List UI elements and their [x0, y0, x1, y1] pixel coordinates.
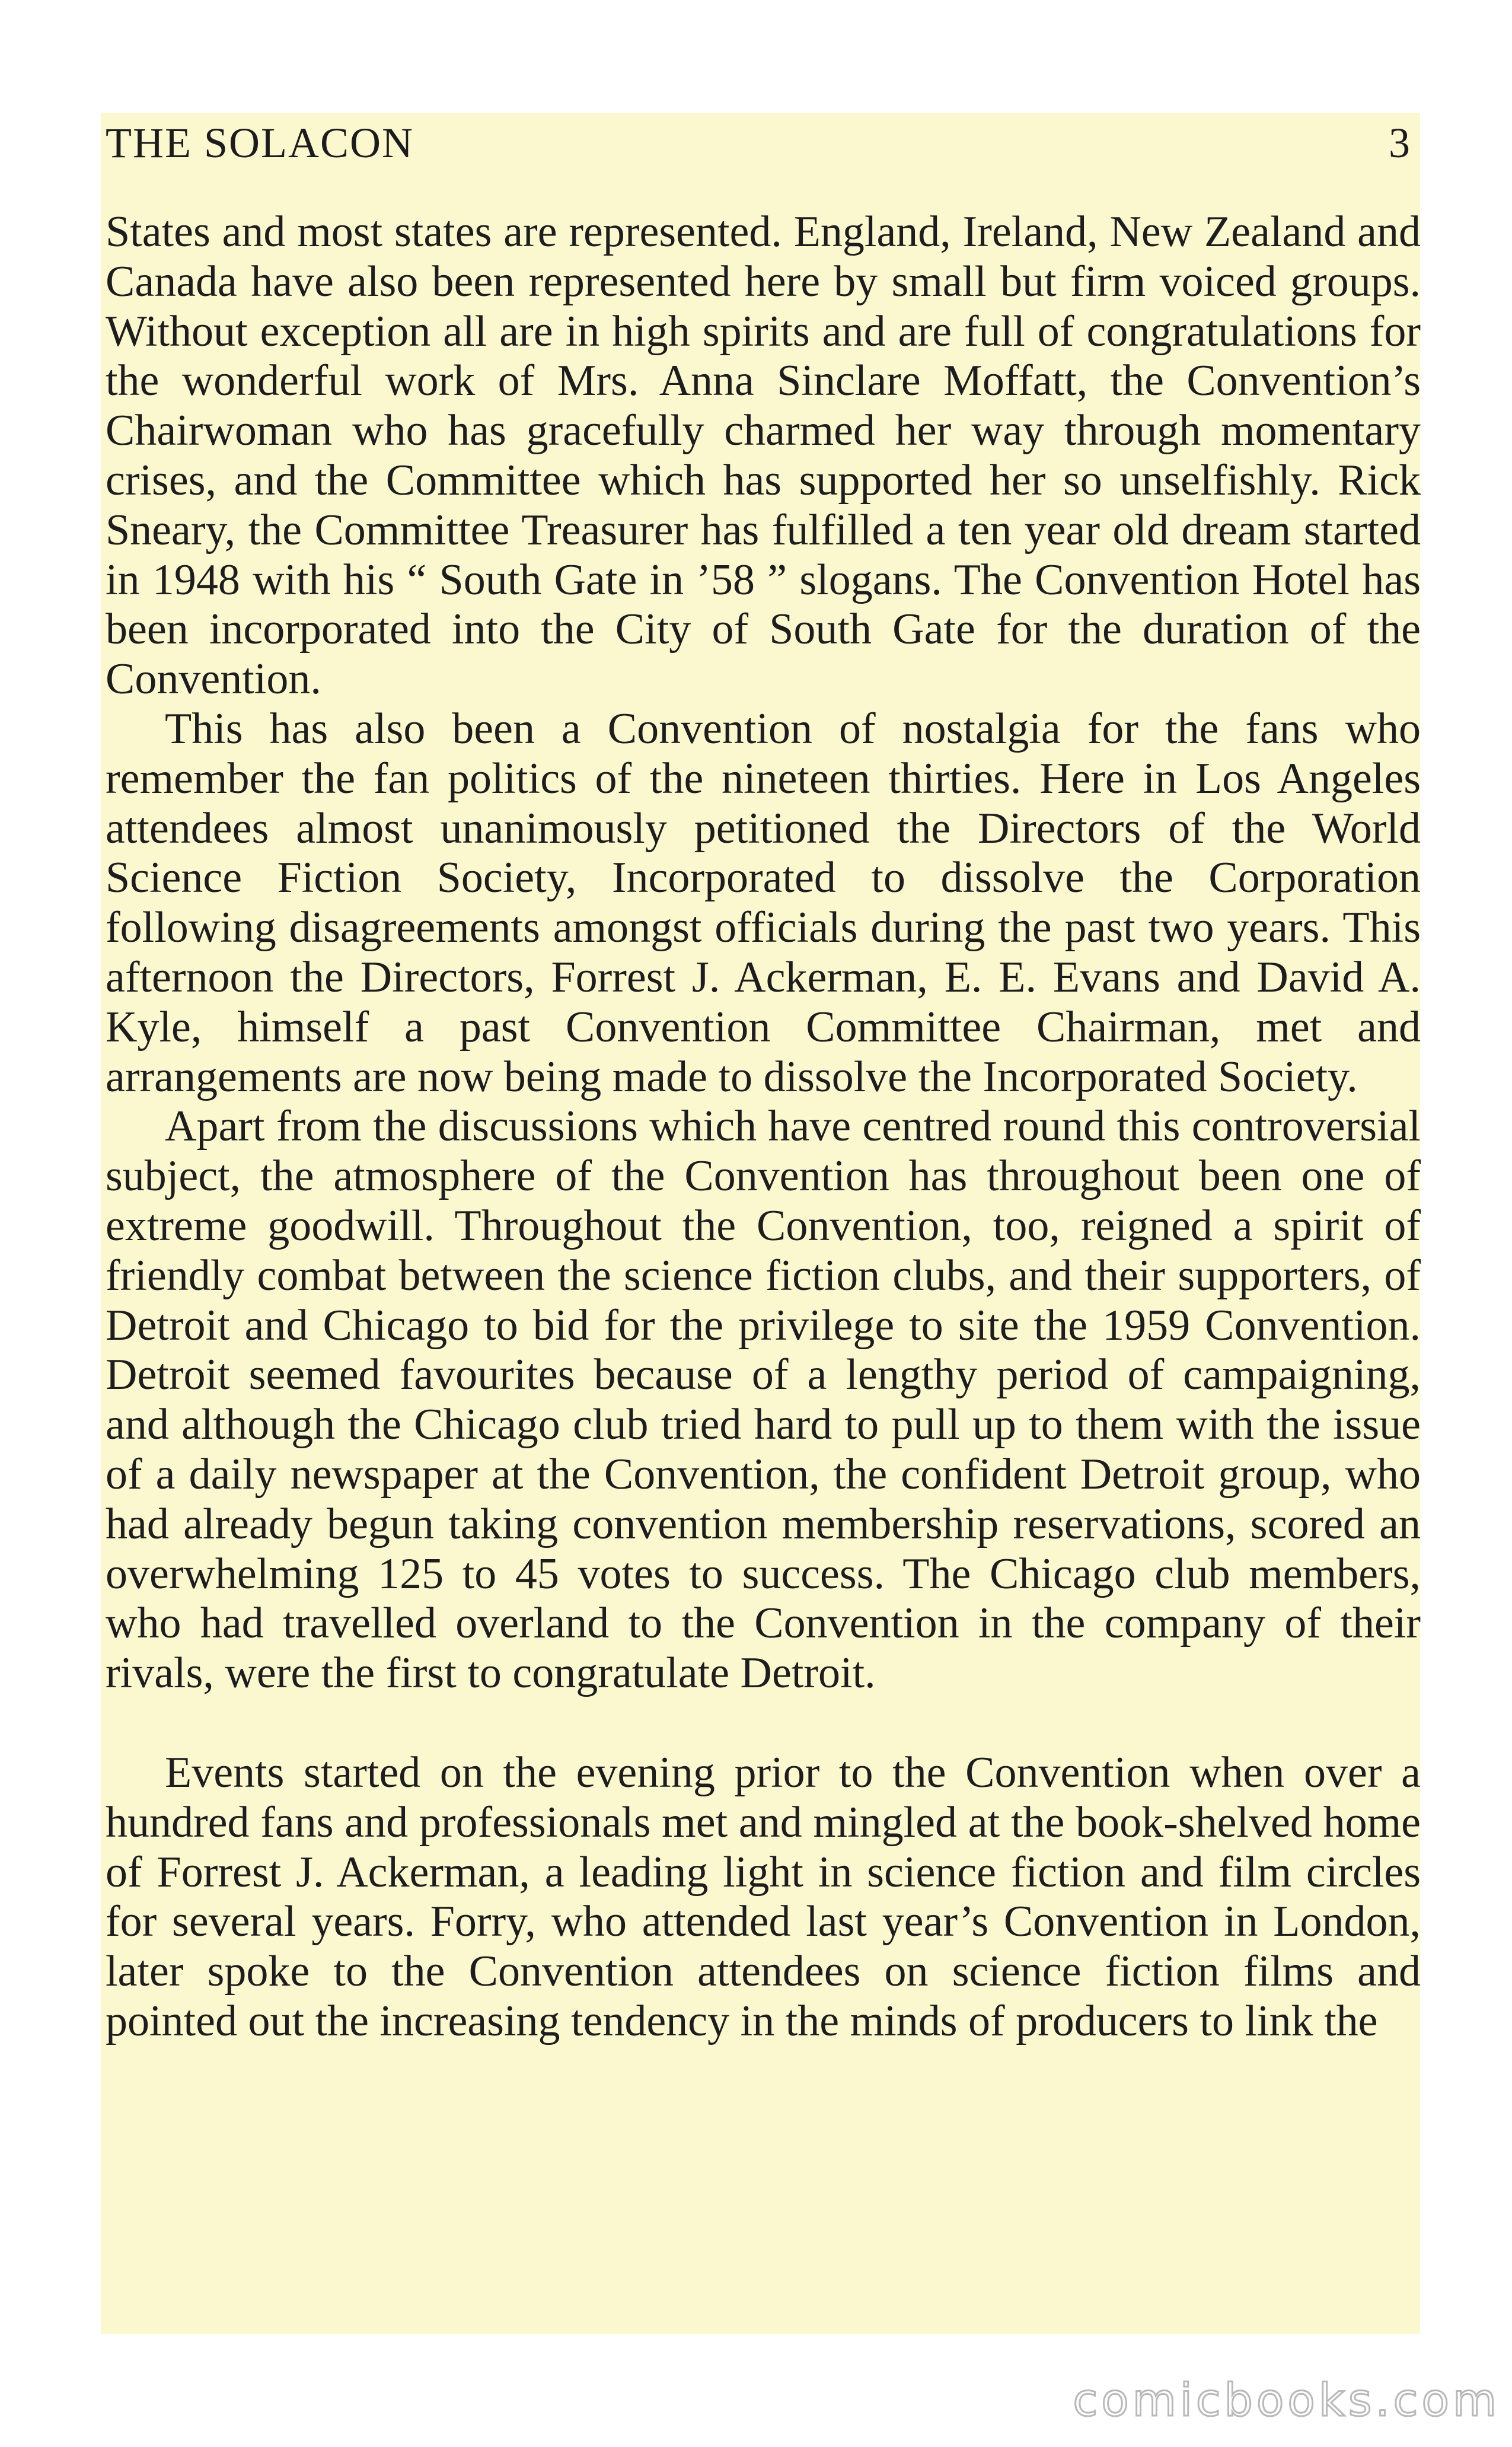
paragraph-2: This has also been a Convention of nostalgia for the fans who remember the fan politics of the nineteen thirties. Here in Los Angeles attendees almost unanimously petitioned the Directors of the World Science Fiction Society, Incorporated to dissolve the Corporation following disagreements amongst officials during the past two years. This afternoon the Directors, Forrest J. Ackerman, E. E. Evans and David A. Kyle, himself a past Convention Committee Chairman, met and arrangements are now being made to dissolve the Incorporated Society.	[106, 704, 1421, 1101]
watermark-logo: comicbooks.com	[1073, 2373, 1500, 2426]
paragraph-4: Events started on the evening prior to the Convention when over a hundred fans and professionals met and mingled at the book-shelved home of Forrest J. Ackerman, a leading light in science fiction and film circles for several years. Forry, who attended last year’s Convention in London, later spoke to the Convention attendees on science fiction films and pointed out the increasing tendency in the minds of producers to link the	[106, 1748, 1421, 2045]
paragraph-3: Apart from the discussions which have centred round this controversial subject, the atmosphere of the Convention has throughout been one of extreme goodwill. Throughout the Convention, too, reigned a spirit of friendly combat between the science fiction clubs, and their supporters, of Detroit and Chicago to bid for the privilege to site the 1959 Convention. Detroit seemed favourites because of a lengthy period of campaigning, and although the Chicago club tried hard to pull up to them with the issue of a daily newspaper at the Convention, the confident Detroit group, who had already begun taking convention membership reservations, scored an overwhelming 125 to 45 votes to success. The Chicago club members, who had travelled overland to the Convention in the company of their rivals, were the first to congratulate Detroit.	[106, 1102, 1421, 1698]
running-head	[106, 119, 1410, 178]
paragraph-1: States and most states are represented. England, Ireland, New Zealand and Canada have also been represented here by small but firm voiced groups. Without exception all are in high spirits and are full of congratulations for the wonderful work of Mrs. Anna Sinclare Moffatt, the Convention’s Chairwoman who has gracefully charmed her way through momentary crises, and the Committee which has supported her so unselfishly. Rick Sneary, the Committee Treasurer has fulfilled a ten year old dream started in 1948 with his “ South Gate in ’58 ” slogans. The Convention Hotel has been incorporated into the City of South Gate for the duration of the Convention.	[106, 208, 1421, 704]
page-number: 3	[1389, 119, 1410, 167]
text-column	[106, 208, 1421, 2047]
running-title: THE SOLACON	[106, 119, 414, 167]
